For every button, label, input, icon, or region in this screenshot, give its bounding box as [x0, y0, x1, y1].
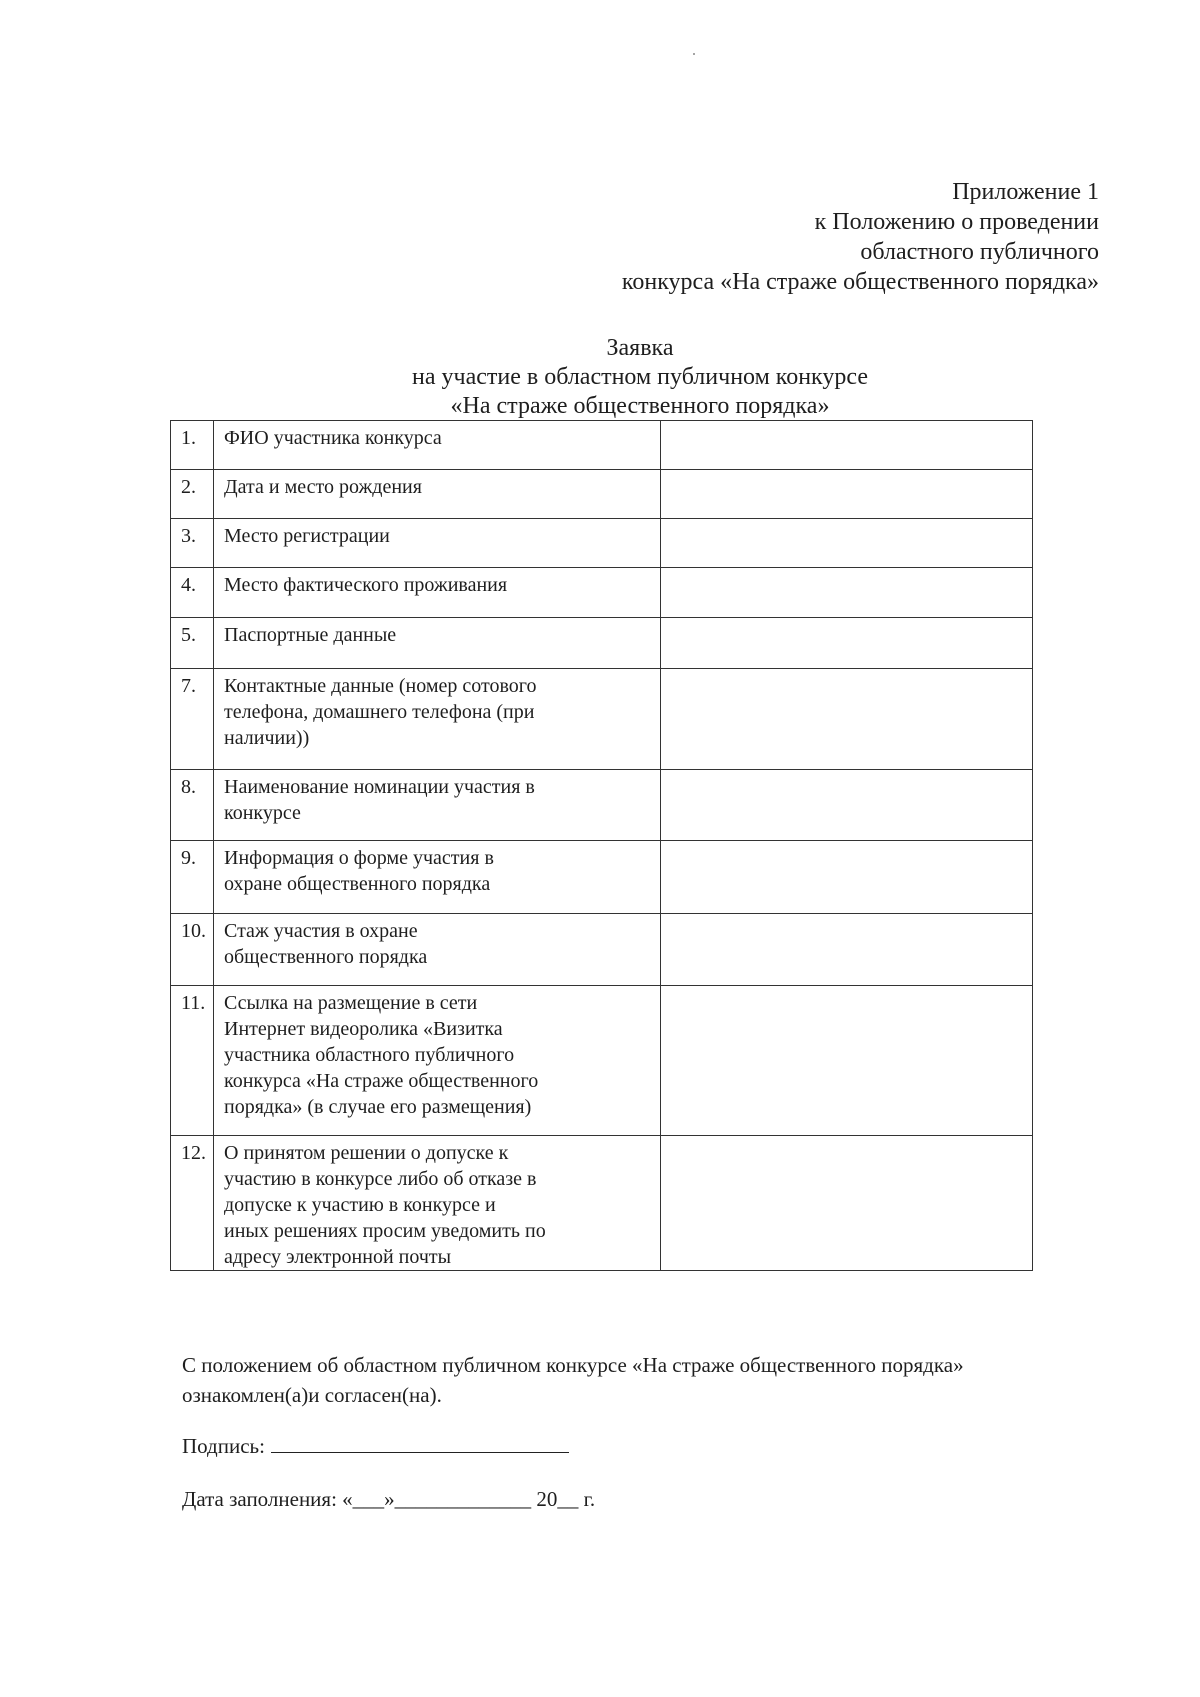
row-number: 7. — [171, 669, 214, 770]
row-label — [214, 770, 661, 841]
table-row — [171, 770, 1033, 841]
row-label — [214, 421, 661, 470]
agreement-statement — [182, 1350, 1062, 1410]
row-value-field[interactable] — [661, 986, 1033, 1136]
row-value-field[interactable] — [661, 618, 1033, 669]
appendix-line: конкурса «На страже общественного порядка» — [621, 269, 1099, 295]
row-label-line: общественного порядка — [224, 946, 428, 968]
row-label-line: Интернет видеоролика «Визитка — [224, 1018, 503, 1040]
agreement-line-2: ознакомлен(а)и согласен(на). — [182, 1383, 442, 1407]
row-label-line: Контактные данные (номер сотового — [224, 675, 537, 697]
row-label-line: охране общественного порядка — [224, 873, 491, 895]
table-row — [171, 914, 1033, 986]
row-label-line: О принятом решении о допуске к — [224, 1142, 509, 1164]
title-line-3: «На страже общественного порядка» — [450, 393, 830, 419]
row-label — [214, 519, 661, 568]
row-number: 10. — [171, 914, 214, 986]
row-label-line: телефона, домашнего телефона (при — [224, 701, 535, 723]
row-value-field[interactable] — [661, 421, 1033, 470]
row-label — [214, 914, 661, 986]
row-label-line: участника областного публичного — [224, 1044, 515, 1066]
appendix-line: областного публичного — [860, 239, 1099, 265]
row-number: 8. — [171, 770, 214, 841]
appendix-header — [622, 177, 1099, 297]
row-label-line: допуске к участию в конкурсе и — [224, 1194, 496, 1216]
row-label-line: конкурса «На страже общественного — [224, 1070, 539, 1092]
table-row — [171, 470, 1033, 519]
table-row — [171, 519, 1033, 568]
signature-label: Подпись: — [182, 1434, 265, 1458]
row-number: 11. — [171, 986, 214, 1136]
row-label — [214, 568, 661, 618]
row-label — [214, 470, 661, 519]
title-line-2: на участие в областном публичном конкурсе — [412, 364, 868, 390]
row-label-line: наличии)) — [224, 727, 310, 749]
row-number: 9. — [171, 841, 214, 914]
row-label-line: Место фактического проживания — [224, 574, 508, 596]
row-value-field[interactable] — [661, 914, 1033, 986]
date-row — [182, 1484, 595, 1514]
row-number: 3. — [171, 519, 214, 568]
application-form-table — [170, 420, 1033, 1271]
table-row — [171, 669, 1033, 770]
appendix-line: к Положению о проведении — [814, 209, 1099, 235]
row-label — [214, 986, 661, 1136]
row-value-field[interactable] — [661, 669, 1033, 770]
row-value-field[interactable] — [661, 568, 1033, 618]
row-number: 12. — [171, 1136, 214, 1271]
row-value-field[interactable] — [661, 519, 1033, 568]
scan-speck — [693, 53, 695, 55]
row-number: 2. — [171, 470, 214, 519]
row-value-field[interactable] — [661, 841, 1033, 914]
row-value-field[interactable] — [661, 1136, 1033, 1271]
document-title — [0, 334, 1200, 421]
row-label-line: участию в конкурсе либо об отказе в — [224, 1168, 537, 1190]
row-label-line: Информация о форме участия в — [224, 847, 494, 869]
row-label-line: порядка» (в случае его размещения) — [224, 1096, 532, 1118]
row-label-line: конкурсе — [224, 802, 301, 824]
row-label-line: Ссылка на размещение в сети — [224, 992, 478, 1014]
row-label-line: ФИО участника конкурса — [224, 427, 442, 449]
table-row — [171, 618, 1033, 669]
row-number: 5. — [171, 618, 214, 669]
row-label — [214, 1136, 661, 1271]
row-label-line: Дата и место рождения — [224, 476, 422, 498]
table-row — [171, 841, 1033, 914]
table-row — [171, 1136, 1033, 1271]
row-label-line: Паспортные данные — [224, 624, 397, 646]
table-row — [171, 568, 1033, 618]
table-row — [171, 421, 1033, 470]
row-label-line: Наименование номинации участия в — [224, 776, 535, 798]
row-value-field[interactable] — [661, 770, 1033, 841]
row-label-line: адресу электронной почты — [224, 1246, 452, 1268]
appendix-line: Приложение 1 — [952, 179, 1099, 205]
row-number: 4. — [171, 568, 214, 618]
signature-blank-line[interactable] — [271, 1430, 569, 1453]
row-label — [214, 669, 661, 770]
date-label: Дата заполнения: «___»_____________ 20__ г. — [182, 1487, 596, 1511]
table-row — [171, 986, 1033, 1136]
row-label — [214, 841, 661, 914]
row-label-line: Стаж участия в охране — [224, 920, 418, 942]
row-label-line: иных решениях просим уведомить по — [224, 1220, 546, 1242]
row-value-field[interactable] — [661, 470, 1033, 519]
signature-row — [182, 1430, 569, 1461]
row-label — [214, 618, 661, 669]
row-label-line: Место регистрации — [224, 525, 390, 547]
agreement-line-1: С положением об областном публичном конкурсе «На страже общественного порядка» — [182, 1353, 964, 1377]
row-number: 1. — [171, 421, 214, 470]
title-line-1: Заявка — [606, 335, 674, 361]
